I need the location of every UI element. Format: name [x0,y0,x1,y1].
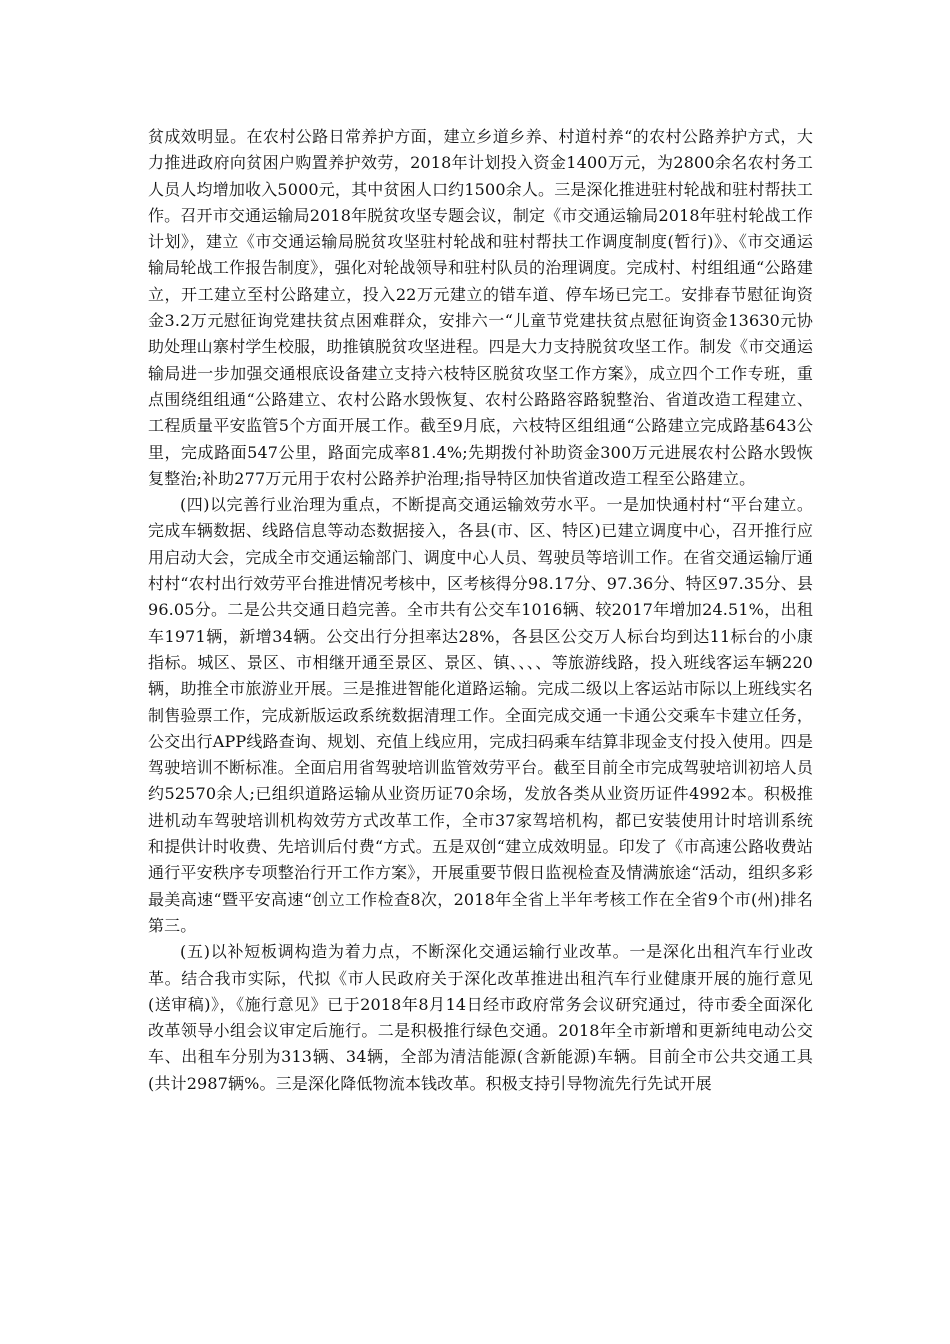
document-body [148,124,813,1097]
paragraph-industry-governance: (四)以完善行业治理为重点，不断提高交通运输效劳水平。一是加快通村村“平台建立。完成车辆数据、线路信息等动态数据接入，各县(市、区、特区)已建立调度中心，召开推行应用启动大会，完成全市交通运输部门、调度中心人员、驾驶员等培训工作。在省交通运输厅通村村“农村出行效劳平台推进情况考核中，区考核得分98.17分、97.36分、特区97.35分、县96.05分。二是公共交通日趋完善。全市共有公交车1016辆、较2017年增加24.51%，出租车1971辆，新增34辆。公交出行分担率达28%，各县区公交万人标台均到达11标台的小康指标。城区、景区、市相继开通至景区、景区、镇、、、、等旅游线路，投入班线客运车辆220辆，助推全市旅游业开展。三是推进智能化道路运输。完成二级以上客运站市际以上班线实名制售验票工作，完成新版运政系统数据清理工作。全面完成交通一卡通公交乘车卡建立任务，公交出行APP线路查询、规划、充值上线应用，完成扫码乘车结算非现金支付投入使用。四是驾驶培训不断标准。全面启用省驾驶培训监管效劳平台。截至目前全市完成驾驶培训初培人员约52570余人;已组织道路运输从业资历证70余场，发放各类从业资历证件4992本。积极推进机动车驾驶培训机构效劳方式改革工作，全市37家驾培机构，都已安装使用计时培训系统和提供计时收费、先培训后付费“方式。五是双创“建立成效明显。印发了《市高速公路收费站通行平安秩序专项整治行开工作方案》，开展重要节假日监视检查及情满旅途“活动，组织多彩最美高速“暨平安高速“创立工作检查8次，2018年全省上半年考核工作在全省9个市(州)排名第三。 [148,495,813,935]
paragraph-industry-reform: (五)以补短板调构造为着力点，不断深化交通运输行业改革。一是深化出租汽车行业改革。结合我市实际，代拟《市人民政府关于深化改革推进出租汽车行业健康开展的施行意见(送审稿)》，《施行意见》已于2018年8月14日经市政府常务会议研究通过，待市委全面深化改革领导小组会议审定后施行。二是积极推行绿色交通。2018年全市新增和更新纯电动公交车、出租车分别为313辆、34辆，全部为清洁能源(含新能源)车辆。目前全市公共交通工具(共计2987辆%。三是深化降低物流本钱改革。积极支持引导物流先行先试开展 [148,942,813,1093]
paragraph-poverty-alleviation: 贫成效明显。在农村公路日常养护方面，建立乡道乡养、村道村养“的农村公路养护方式，大力推进政府向贫困户购置养护效劳，2018年计划投入资金1400万元，为2800余名农村务工人员人均增加收入5000元，其中贫困人口约1500余人。三是深化推进驻村轮战和驻村帮扶工作。召开市交通运输局2018年脱贫攻坚专题会议，制定《市交通运输局2018年驻村轮战工作计划》，建立《市交通运输局脱贫攻坚驻村轮战和驻村帮扶工作调度制度(暂行)》、《市交通运输局轮战工作报告制度》，强化对轮战领导和驻村队员的治理调度。完成村、村组组通“公路建立，开工建立至村公路建立，投入22万元建立的错车道、停车场已完工。安排春节慰征询资金3.2万元慰征询党建扶贫点困难群众，安排六一“儿童节党建扶贫点慰征询资金13630元协助处理山寨村学生校服，助推镇脱贫攻坚进程。四是大力支持脱贫攻坚工作。制发《市交通运输局进一步加强交通根底设备建立支持六枝特区脱贫攻坚工作方案》，成立四个工作专班，重点围绕组组通“公路建立、农村公路水毁恢复、农村公路路容路貌整治、省道改造工程建立、工程质量平安监管5个方面开展工作。截至9月底，六枝特区组组通“公路建立完成路基643公里，完成路面547公里，路面完成率81.4%;先期拨付补助资金300万元进展农村公路水毁恢复整治;补助277万元用于农村公路养护治理;指导特区加快省道改造工程至公路建立。 [148,127,813,488]
